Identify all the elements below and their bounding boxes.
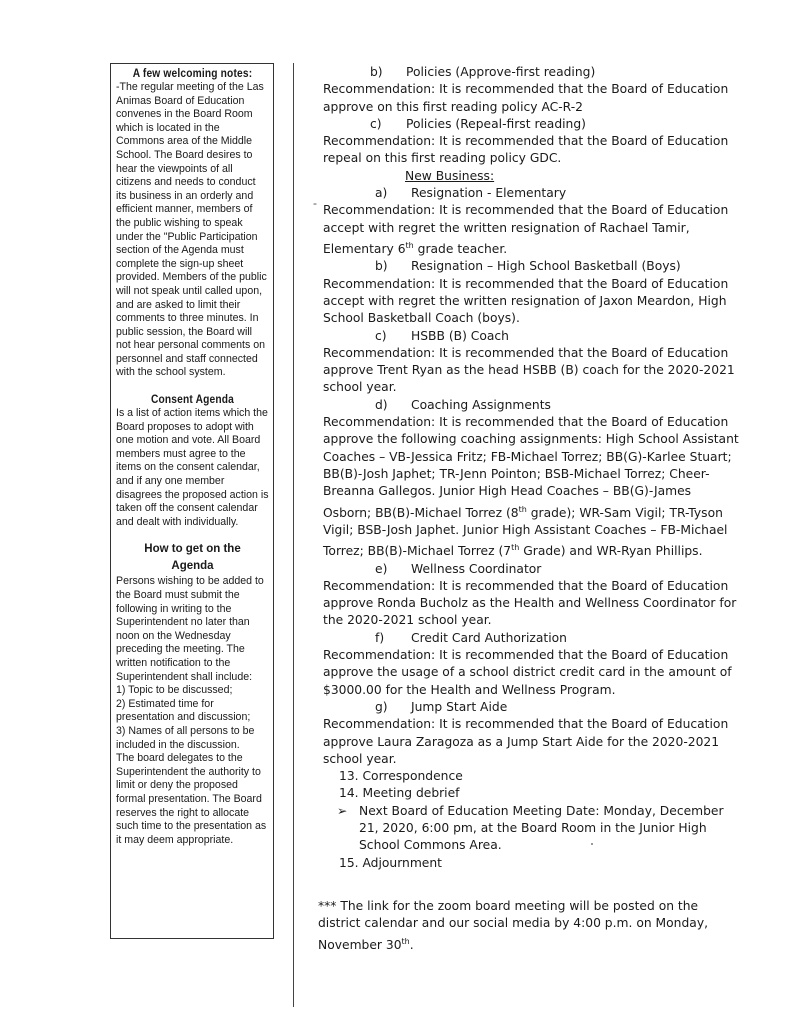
sidebar-box — [110, 63, 274, 939]
next-meeting-bullet — [323, 803, 743, 855]
item-title: HSBB (B) Coach — [411, 328, 509, 343]
agenda-list-item: 1) Topic to be discussed; — [116, 684, 233, 697]
item-recommendation: Recommendation: It is recommended that the Board of Education approve Laura Zaragoza as a Jump Start Aide for the 2020-2021 school year. — [323, 717, 729, 766]
agenda-list-item: 3) Names of all persons to be included in the discussion. — [116, 724, 255, 751]
new-business-items — [323, 185, 743, 768]
consent-title: Consent Agenda — [150, 392, 235, 407]
item-adjournment: 15. Adjournment — [339, 855, 442, 870]
new-business-heading: New Business: — [405, 168, 495, 183]
item-label: g) — [375, 699, 388, 714]
new-business-item-heading — [323, 185, 743, 202]
agenda-title: How to get on the Agenda — [144, 543, 241, 573]
item-title: Resignation – High School Basketball (Boys) — [411, 259, 681, 274]
agenda-main — [323, 64, 743, 872]
new-business-item-heading — [323, 699, 743, 716]
welcome-title: A few welcoming notes: — [132, 66, 253, 80]
item-title: Coaching Assignments — [411, 397, 551, 412]
agenda-text-2: The board delegates to the Superintendent the authority to limit or deny the proposed formal presentation. The Board reserves the right to allocate such time to the presentation as it may deem appropriate. — [116, 752, 267, 846]
new-business-item-heading — [323, 630, 743, 647]
policy-b-recommendation: Recommendation: It is recommended that the Board of Education approve on this first reading policy AC-R-2 — [323, 82, 729, 114]
item-correspondence: 13. Correspondence — [339, 769, 463, 784]
item-recommendation: Recommendation: It is recommended that the Board of Education accept with regret the written resignation of Rachael Tamir, Elementary 6th grade teacher. — [323, 203, 729, 257]
item-recommendation: Recommendation: It is recommended that the Board of Education approve Trent Ryan as the head HSBB (B) coach for the 2020-2021 school year. — [323, 345, 735, 395]
consent-text: Is a list of action items which the Board proposes to adopt with one motion and vote. All Board members must agree to the items on the consent calendar, and if any one member disagrees the proposed action is taken off the consent calendar and dealt with individually. — [116, 407, 269, 528]
new-business-item-heading — [323, 258, 743, 275]
item-title: Wellness Coordinator — [411, 561, 542, 576]
welcome-text: -The regular meeting of the Las Animas Board of Education convenes in the Board Room which is located in the Commons area of the Middle School. The Board desires to hear the viewpoints of all citizens and needs to conduct its business in an orderly and efficient manner, members of the public wishing to speak under the "Public Participation section of the Agenda must complete the sign-up sheet provided. Members of the public will not speak until called upon, and are asked to limit their comments to three minutes. In public session, the Board will not hear personal comments on personnel and staff connected with the school system. — [116, 81, 267, 379]
agenda-list-item: 2) Estimated time for presentation and discussion; — [116, 697, 251, 724]
item-label: a) — [375, 186, 388, 201]
item-label: f) — [375, 630, 385, 645]
item-title: Credit Card Authorization — [411, 630, 567, 645]
item-meeting-debrief: 14. Meeting debrief — [339, 786, 460, 801]
item-label: d) — [375, 397, 388, 412]
new-business-item-heading — [323, 397, 743, 414]
item-recommendation: Recommendation: It is recommended that the Board of Education approve the following coaching assignments: High School Assistant Coaches – VB-Jessica Fritz; FB-Michael Torrez; BB(G)-Karlee Stuart; BB(B)-Josh Japhet; TR-Jenn Pointon; BSB-Michael Torrez; Cheer-Breanna Gallegos. Junior High Head Coaches – BB(G)-James Osborn; BB(B)-Michael Torrez (8th grade); WR-Sam Vigil; TR-Tyson Vigil; BSB-Josh Japhet. Junior High Assistant Coaches – FB-Michael Torrez; BB(B)-Michael Torrez (7th Grade) and WR-Ryan Phillips. — [323, 415, 739, 559]
speck — [591, 843, 593, 845]
policy-c-recommendation: Recommendation: It is recommended that the Board of Education repeal on this first reading policy GDC. — [323, 134, 729, 166]
zoom-note: *** The link for the zoom board meeting will be posted on the district calendar and our social media by 4:00 p.m. on Monday, November 30th. — [318, 899, 708, 952]
item-recommendation: Recommendation: It is recommended that the Board of Education approve the usage of a school district credit card in the amount of $3000.00 for the Health and Wellness Program. — [323, 648, 732, 697]
column-divider — [293, 63, 294, 1007]
new-business-item-heading — [323, 328, 743, 345]
policy-c-heading: c) Policies (Repeal-first reading) — [370, 116, 586, 131]
item-title: Resignation - Elementary — [411, 186, 567, 201]
arrow-bullet-icon: ➢ — [337, 803, 348, 818]
item-recommendation: Recommendation: It is recommended that the Board of Education approve Ronda Bucholz as the Health and Wellness Coordinator for the 2020-2021 school year. — [323, 578, 737, 628]
item-label: c) — [375, 328, 387, 343]
agenda-text: Persons wishing to be added to the Board must submit the following in writing to the Superintendent no later than noon on the Wednesday preceding the meeting. The written notification to the Superintendent shall include: — [116, 575, 264, 683]
policy-b-heading: b) Policies (Approve-first reading) — [370, 65, 596, 79]
item-label: e) — [375, 561, 388, 576]
new-business-item-heading — [323, 561, 743, 578]
item-recommendation: Recommendation: It is recommended that the Board of Education accept with regret the written resignation of Jaxon Meardon, High School Basketball Coach (boys). — [323, 276, 729, 326]
item-title: Jump Start Aide — [411, 699, 508, 714]
next-meeting-text: Next Board of Education Meeting Date: Monday, December 21, 2020, 6:00 pm, at the Board Room in the Junior High School Commons Area. — [359, 803, 724, 853]
stray-mark: - — [313, 196, 317, 210]
item-label: b) — [375, 259, 388, 274]
